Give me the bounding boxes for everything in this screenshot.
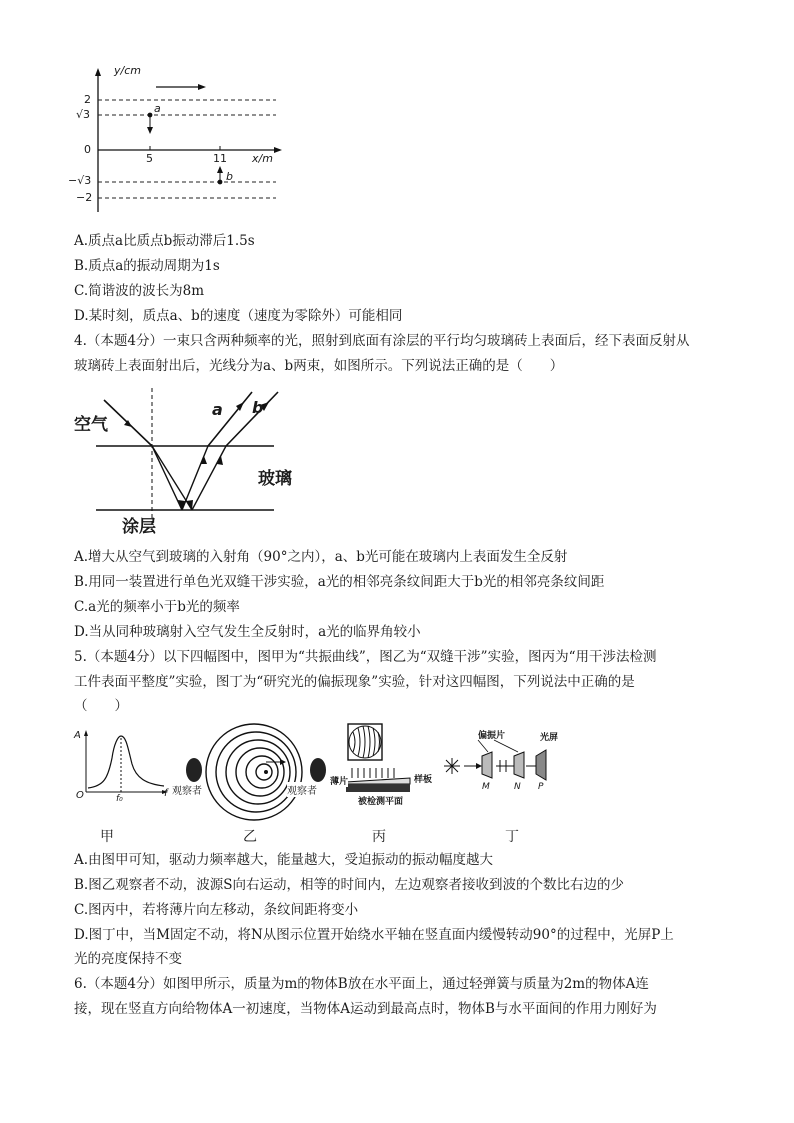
- glass-label: 玻璃: [258, 469, 292, 489]
- polarizer-label: 偏振片: [478, 731, 506, 741]
- label-n: N: [514, 782, 521, 792]
- q5-stem-line2: 工件表面平整度”实验，图丁为“研究光的偏振现象”实验，针对这四幅图，下列说法中正确的是: [74, 674, 635, 690]
- x-axis-label: x/m: [252, 152, 273, 165]
- q4-option-b: B.用同一装置进行单色光双缝干涉实验，a光的相邻亮条纹间距大于b光的相邻亮条纹间距: [74, 574, 605, 590]
- label-p: P: [538, 782, 544, 792]
- air-label: 空气: [74, 415, 108, 435]
- y-tick-2: 2: [84, 93, 91, 106]
- q5-option-c: C.图丙中，若将薄片向左移动，条纹间距将变小: [74, 902, 359, 918]
- screen-label: 光屏: [540, 733, 559, 743]
- observer-right-label: 观察者: [287, 782, 317, 797]
- q6-stem-line2: 接，现在竖直方向给物体A一初速度，当物体A运动到最高点时，物体B与水平面间的作用力刚好为: [74, 1001, 657, 1017]
- caption-yi: 乙: [243, 829, 257, 845]
- point-b-label: b: [226, 170, 233, 183]
- q4-option-a: A.增大从空气到玻璃的入射角（90°之内），a、b光可能在玻璃内上表面发生全反射: [74, 549, 568, 565]
- q3-option-b: B.质点a的振动周期为1s: [74, 258, 220, 274]
- resonance-curve-figure: [74, 728, 174, 820]
- wave-graph-figure: [68, 62, 286, 222]
- flatness-test-figure: [330, 722, 446, 812]
- q5-option-a: A.由图甲可知，驱动力频率越大，能量越大，受迫振动的振动幅度越大: [74, 852, 494, 868]
- q5-option-d: D.图丁中，当M固定不动，将N从图示位置开始绕水平轴在竖直面内缓慢转动90°的过程中，光屏P上: [74, 927, 674, 943]
- q3-option-a: A.质点a比质点b振动滞后1.5s: [74, 233, 255, 249]
- fig-jia-f0: f₀: [116, 794, 123, 804]
- label-m: M: [482, 782, 490, 792]
- y-tick-neg-2: −2: [76, 191, 93, 204]
- fig-jia-origin: O: [76, 790, 84, 801]
- tested-plane-label: 被检测平面: [358, 797, 404, 807]
- q4-stem-line2: 玻璃砖上表面射出后，光线分为a、b两束，如图所示。下列说法正确的是（ ）: [74, 358, 564, 374]
- q4-option-d: D.当从同种玻璃射入空气发生全反射时，a光的临界角较小: [74, 624, 421, 640]
- glass-brick-figure: [74, 384, 304, 537]
- sample-plate-label: 样板: [414, 775, 433, 785]
- q6-stem-line1: 6.（本题4分）如图甲所示，质量为m的物体B放在水平面上，通过轻弹簧与质量为2m的物体A连: [74, 976, 649, 992]
- x-tick-11: 11: [213, 152, 227, 165]
- caption-bing: 丙: [372, 829, 386, 845]
- doppler-figure: [172, 722, 342, 822]
- polarization-figure: [434, 726, 574, 816]
- x-tick-5: 5: [146, 152, 153, 165]
- thin-sheet-label: 薄片: [330, 774, 348, 787]
- y-tick-sqrt3: √3: [76, 108, 91, 121]
- q3-option-d: D.某时刻，质点a、b的速度（速度为零除外）可能相同: [74, 308, 403, 324]
- fig-jia-x-label: f: [164, 788, 168, 799]
- q5-stem-line3: （ ）: [74, 698, 128, 714]
- caption-ding: 丁: [505, 829, 519, 845]
- q5-stem-line1: 5.（本题4分）以下四幅图中，图甲为“共振曲线”，图乙为“双缝干涉”实验，图丙为“用干涉法检测: [74, 649, 657, 665]
- q4-stem-line1: 4.（本题4分）一束只含两种频率的光，照射到底面有涂层的平行均匀玻璃砖上表面后，经下表面反射从: [74, 333, 690, 349]
- q3-option-c: C.简谐波的波长为8m: [74, 283, 205, 299]
- q5-option-d-cont: 光的亮度保持不变: [74, 951, 182, 967]
- ray-a-label: a: [212, 400, 223, 419]
- observer-left-label: 观察者: [172, 782, 202, 797]
- y-tick-neg-sqrt3: −√3: [68, 174, 92, 187]
- y-axis-label: y/cm: [114, 64, 141, 77]
- fig-jia-y-label: A: [74, 730, 81, 741]
- q4-option-c: C.a光的频率小于b光的频率: [74, 599, 240, 615]
- ray-b-label: b: [252, 398, 264, 417]
- caption-jia: 甲: [100, 829, 114, 845]
- q5-option-b: B.图乙观察者不动，波源S向右运动，相等的时间内，左边观察者接收到波的个数比右边的少: [74, 877, 624, 893]
- coating-label: 涂层: [122, 517, 156, 537]
- point-a-label: a: [154, 102, 161, 115]
- y-tick-0: 0: [84, 143, 91, 156]
